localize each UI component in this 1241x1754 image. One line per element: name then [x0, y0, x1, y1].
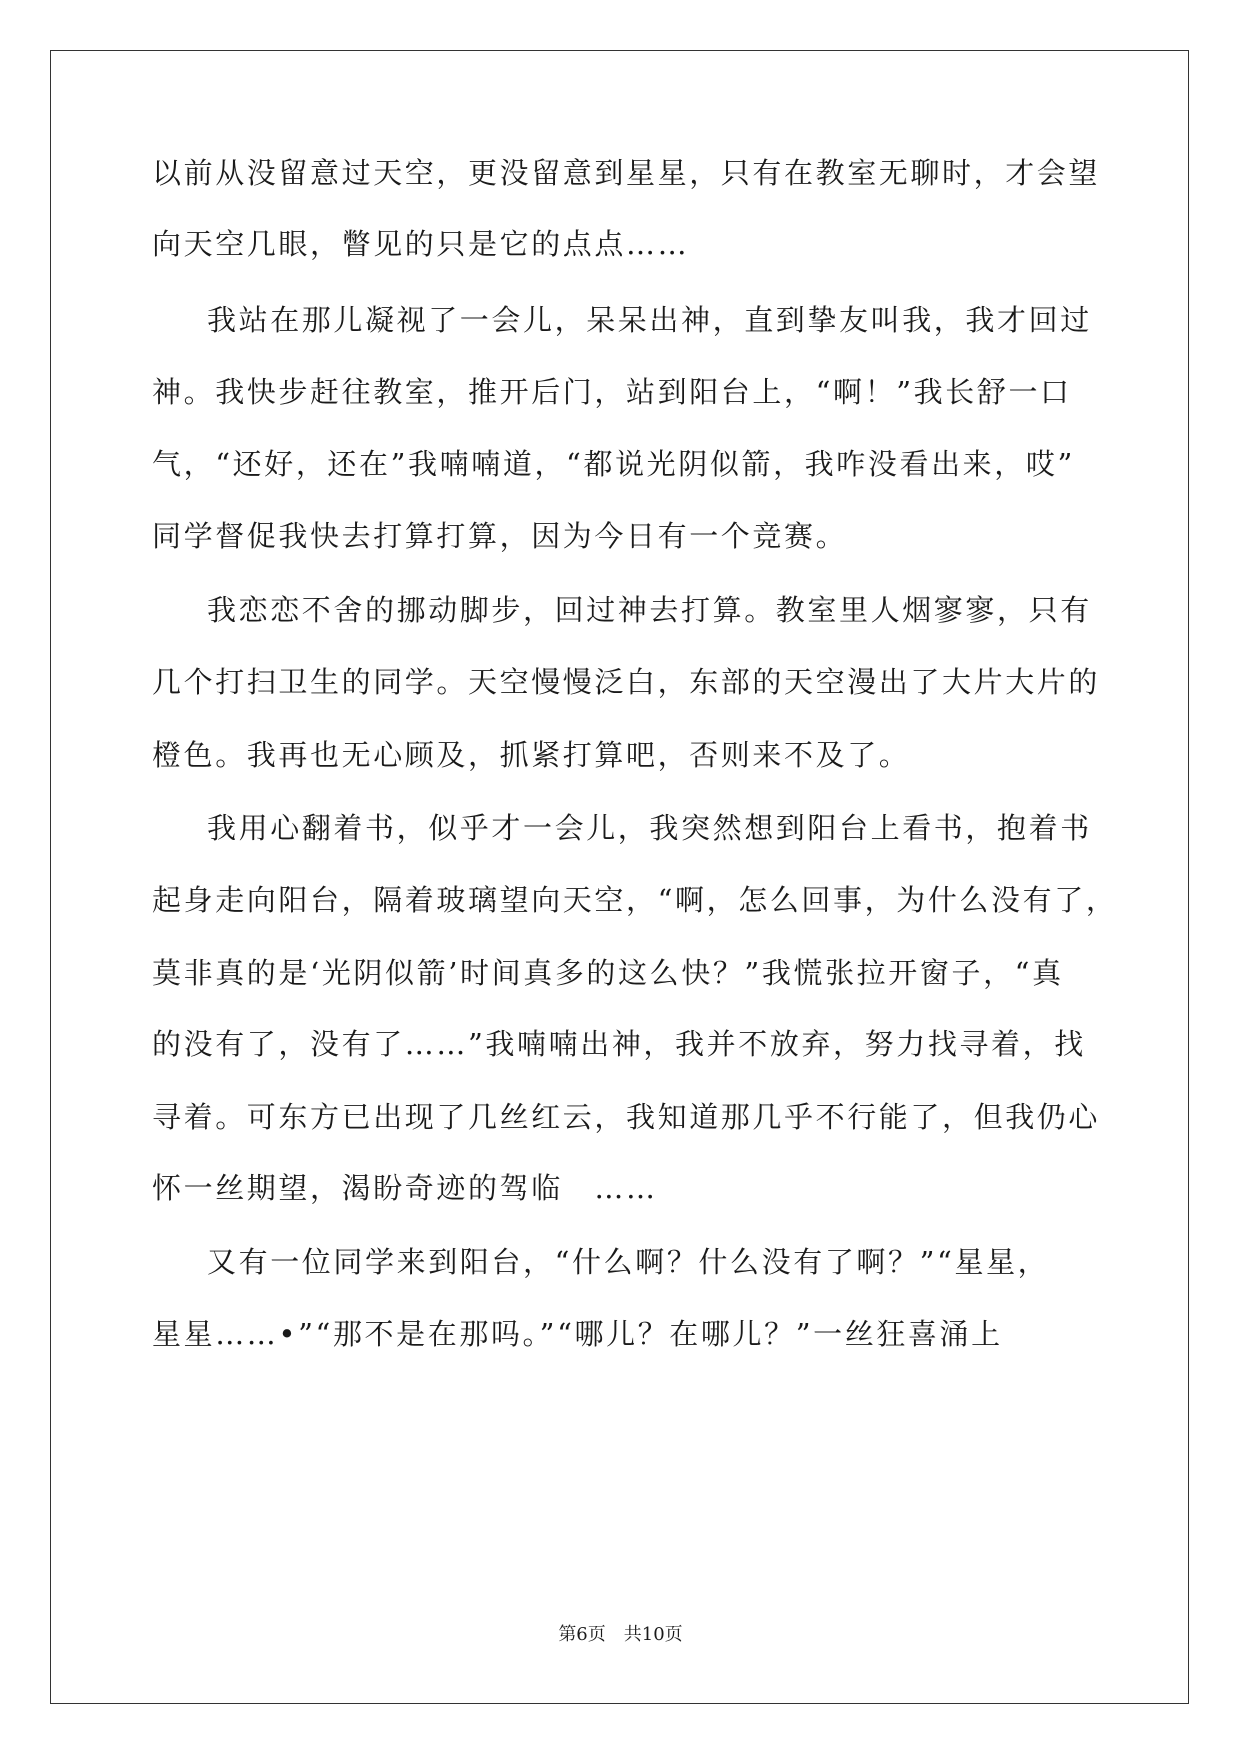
paragraph-start-line: 我恋恋不舍的挪动脚步，回过神去打算。教室里人烟寥寥，只有: [207, 593, 1092, 627]
text-line: 气，“还好，还在”我喃喃道，“都说光阴似箭，我咋没看出来，哎”: [152, 447, 1075, 481]
text-line: 向天空几眼，瞥见的只是它的点点……: [152, 227, 690, 261]
text-line: 的没有了，没有了……”我喃喃出神，我并不放弃，努力找寻着，找: [152, 1027, 1086, 1061]
text-line: 寻着。可东方已出现了几丝红云，我知道那几乎不行能了，但我仍心: [152, 1100, 1101, 1134]
text-line: 莫非真的是‘光阴似箭’时间真多的这么快？”我慌张拉开窗子，“真: [152, 956, 1064, 990]
paragraph-start-line: 我站在那儿凝视了一会儿，呆呆出神，直到挚友叫我，我才回过: [207, 303, 1092, 337]
text-line: 以前从没留意过天空，更没留意到星星，只有在教室无聊时，才会望: [152, 156, 1101, 190]
text-line: 神。我快步赶往教室，推开后门，站到阳台上，“啊！”我长舒一口: [152, 375, 1072, 409]
text-line: 星星……•”“那不是在那吗。”“哪儿？在哪儿？”一丝狂喜涌上: [152, 1317, 1003, 1351]
text-line: 怀一丝期望，渴盼奇迹的驾临 ……: [152, 1171, 658, 1205]
text-line: 同学督促我快去打算打算，因为今日有一个竞赛。: [152, 519, 848, 553]
page-border: [50, 50, 1189, 1704]
text-line: 橙色。我再也无心顾及，抓紧打算吧，否则来不及了。: [152, 738, 911, 772]
page-footer: 第6页 共10页: [558, 1624, 683, 1645]
text-line: 几个打扫卫生的同学。天空慢慢泛白，东部的天空漫出了大片大片的: [152, 665, 1101, 699]
paragraph-start-line: 我用心翻着书，似乎才一会儿，我突然想到阳台上看书，抱着书: [207, 811, 1092, 845]
text-line: 起身走向阳台，隔着玻璃望向天空，“啊，怎么回事，为什么没有了，: [152, 883, 1118, 917]
paragraph-start-line: 又有一位同学来到阳台，“什么啊？什么没有了啊？”“星星，: [207, 1245, 1050, 1279]
